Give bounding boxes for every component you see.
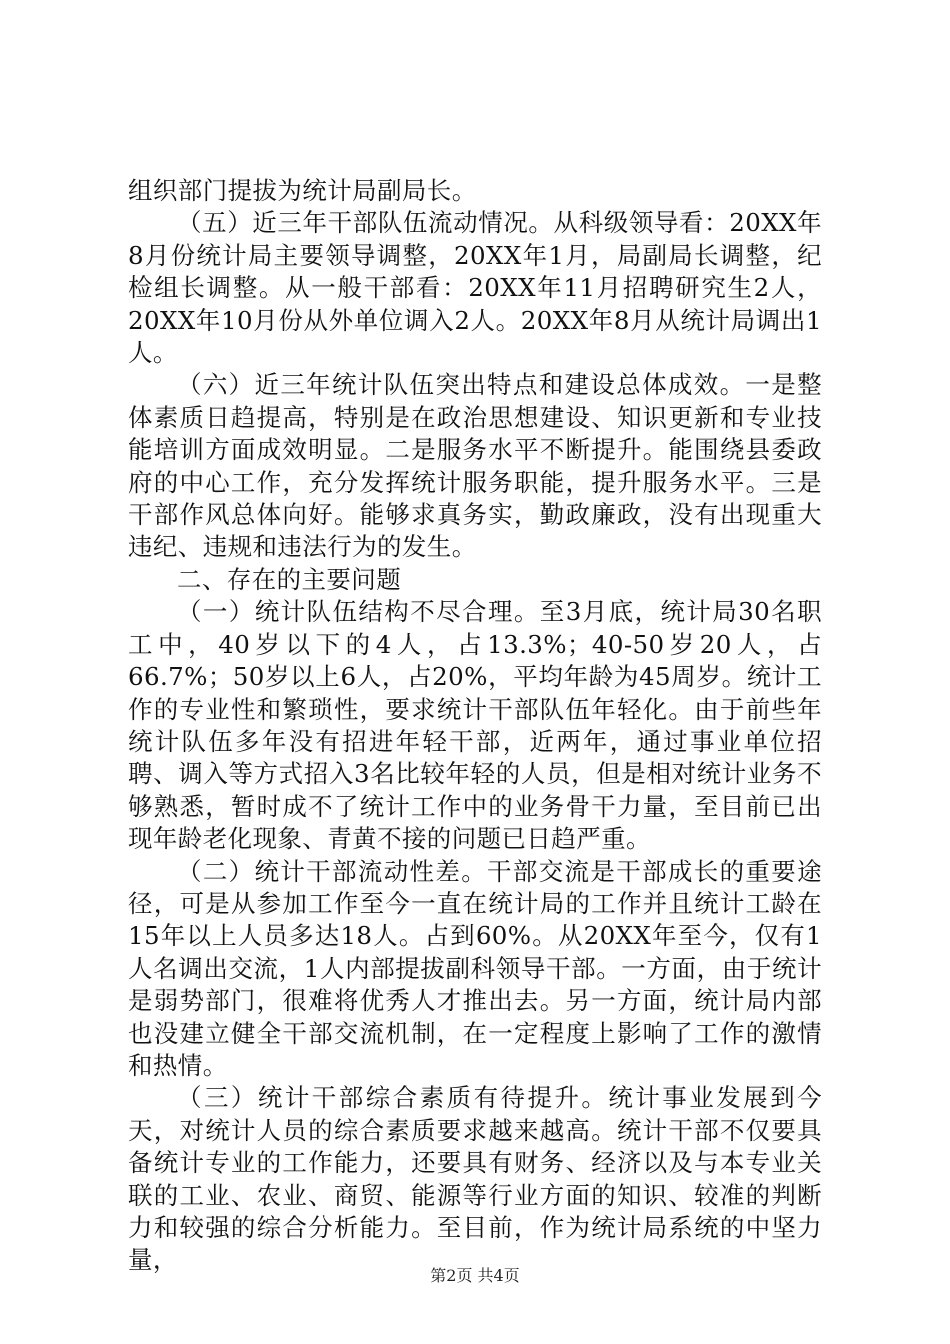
paragraph-continuation: 组织部门提拔为统计局副局长。 [128,176,477,205]
paragraph-problem-two: （二）统计干部流动性差。干部交流是干部成长的重要途径，可是从参加工作至今一直在统计局的工作并且统计工龄在15年以上人员多达18人。占到60%。从20XX年至今，仅有1人名调出交流，1人内部提拔副科领导干部。一方面，由于统计是弱势部门，很难将优秀人才推出去。另一方面，统计局内部也没建立健全干部交流机制，在一定程度上影响了工作的激情和热情。 [128,856,822,1080]
paragraph-section-six: （六）近三年统计队伍突出特点和建设总体成效。一是整体素质日趋提高，特别是在政治思想建设、知识更新和专业技能培训方面成效明显。二是服务水平不断提升。能围绕县委政府的中心工作，充分发挥统计服务职能，提升服务水平。三是干部作风总体向好。能够求真务实，勤政廉政，没有出现重大违纪、违规和违法行为的发生。 [128,370,822,562]
paragraph-section-five: （五）近三年干部队伍流动情况。从科级领导看：20XX年8月份统计局主要领导调整，20XX年1月，局副局长调整，纪检组长调整。从一般干部看：20XX年11月招聘研究生2人，20XX年10月份从外单位调入2人。20XX年8月从统计局调出1人。 [128,208,822,368]
page-footer: 第2页 共4页 [430,1266,520,1285]
section-heading-main-problems: 二、存在的主要问题 [177,564,402,594]
document-body [128,175,822,1277]
paragraph-problem-one: （一）统计队伍结构不尽合理。至3月底，统计局30名职工中，40岁以下的4人，占13.3%；40-50岁20人，占66.7%；50岁以上6人，占20%，平均年龄为45周岁。统计工作的专业性和繁琐性，要求统计干部队伍年轻化。由于前些年统计队伍多年没有招进年轻干部，近两年，通过事业单位招聘、调入等方式招入3名比较年轻的人员，但是相对统计业务不够熟悉，暂时成不了统计工作中的业务骨干力量，至目前已出现年龄老化现象、青黄不接的问题已日趋严重。 [128,597,822,854]
paragraph-problem-three: （三）统计干部综合素质有待提升。统计事业发展到今天，对统计人员的综合素质要求越来越高。统计干部不仅要具备统计专业的工作能力，还要具有财务、经济以及与本专业关联的工业、农业、商贸、能源等行业方面的知识、较准的判断力和较强的综合分析能力。至目前，作为统计局系统的中坚力量， [128,1083,822,1275]
